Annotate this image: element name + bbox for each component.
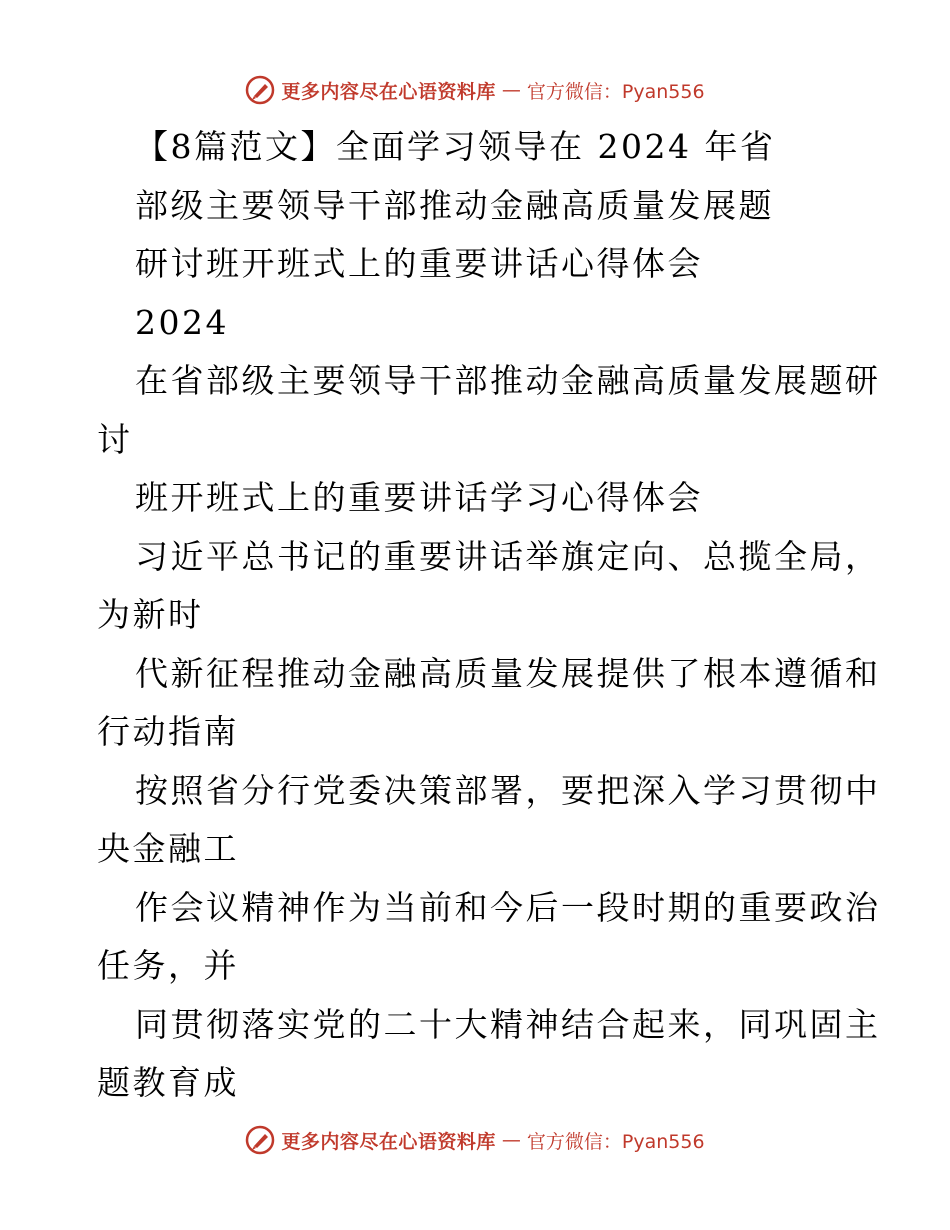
text-line: 作会议精神作为当前和今后一段时期的重要政治 — [135, 887, 881, 927]
text-line: 班开班式上的重要讲话学习心得体会 — [135, 478, 703, 517]
text-line: 代新征程推动金融高质量发展提供了根本遵循和 — [135, 653, 881, 693]
text-line: 任务，并 — [97, 946, 239, 985]
text-line: 行动指南 — [97, 712, 239, 751]
text-line: 【8篇范文】全面学习领导在 2024 年省 — [135, 127, 776, 166]
text-line: 习近平总书记的重要讲话举旗定向、总揽全局， — [135, 536, 881, 576]
text-line: 研讨班开班式上的重要讲话心得体会 — [135, 244, 703, 283]
header-watermark — [0, 70, 950, 110]
pen-logo-icon — [245, 75, 275, 105]
text-line: 在省部级主要领导干部推动金融高质量发展题研 — [135, 361, 881, 400]
text-line: 央金融工 — [97, 829, 239, 868]
watermark-text: 更多内容尽在心语资料库 — [281, 1130, 496, 1153]
watermark-dash: — — [501, 1129, 521, 1151]
footer-watermark — [0, 1120, 950, 1160]
text-line: 部级主要领导干部推动金融高质量发展题 — [135, 185, 774, 225]
text-line: 题教育成 — [97, 1063, 239, 1102]
text-line: 讨 — [97, 419, 133, 459]
watermark-wechat: 官方微信：Pyan556 — [526, 80, 705, 103]
text-line: 2024 — [135, 302, 229, 342]
watermark-wechat: 官方微信：Pyan556 — [526, 1130, 705, 1153]
text-line: 按照省分行党委决策部署，要把深入学习贯彻中 — [135, 770, 881, 810]
document-body — [97, 118, 881, 1113]
watermark-dash: — — [501, 79, 521, 101]
text-line: 为新时 — [97, 595, 204, 634]
pen-logo-icon — [245, 1125, 275, 1155]
watermark-text: 更多内容尽在心语资料库 — [281, 80, 496, 103]
text-line: 同贯彻落实党的二十大精神结合起来，同巩固主 — [135, 1004, 881, 1044]
